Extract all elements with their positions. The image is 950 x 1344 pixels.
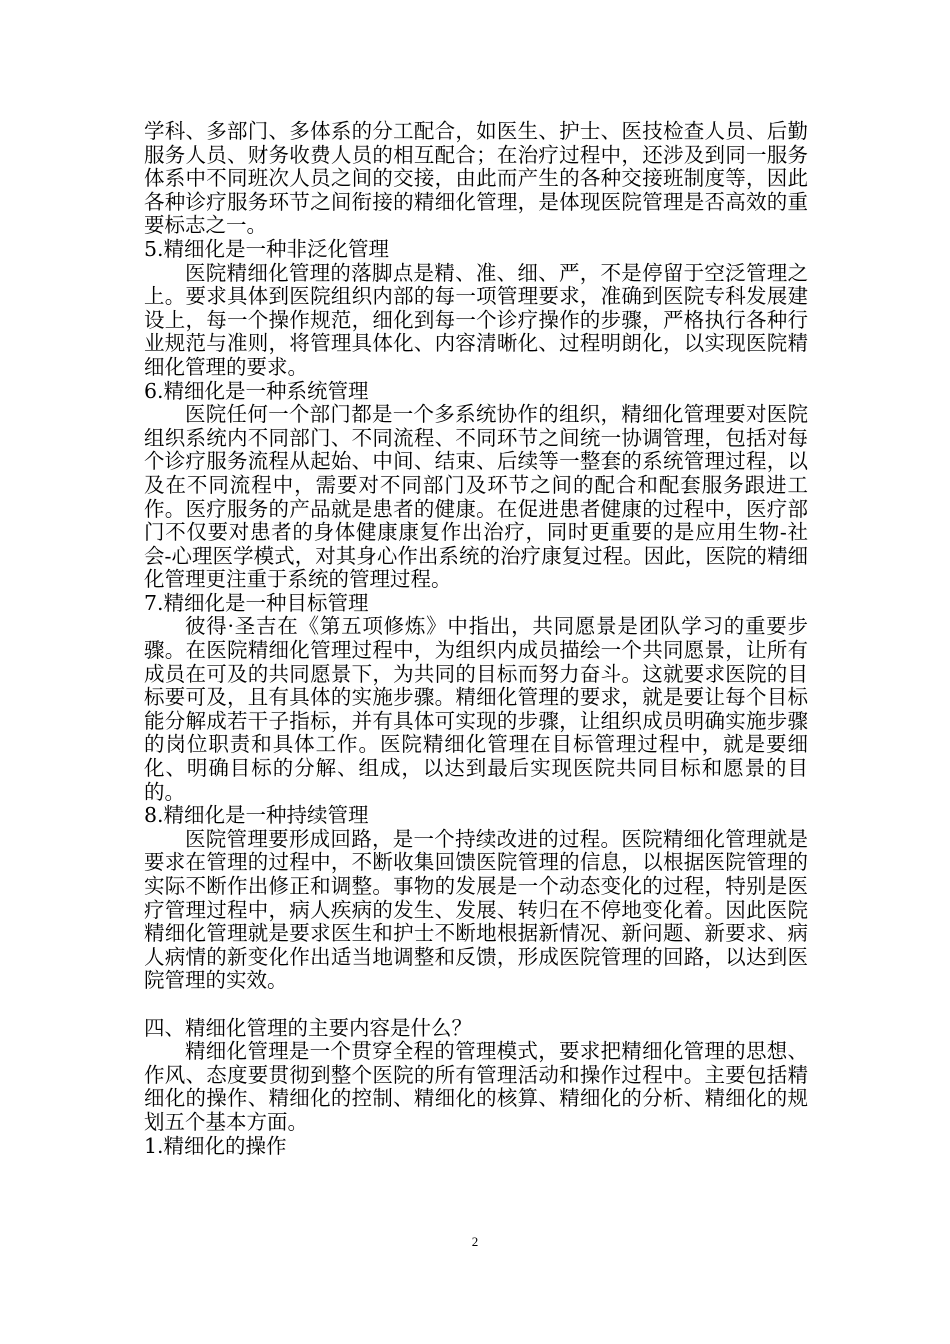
paragraph-main-content: 精细化管理是一个贯穿全程的管理模式，要求把精细化管理的思想、作风、态度要贯彻到整个医院的所有管理活动和操作过程中。主要包括精细化的操作、精细化的控制、精细化的核算、精细化的分析、精细化的规划五个基本方面。: [144, 1039, 808, 1134]
document-body: [144, 120, 808, 1158]
paragraph-continuous-management: 医院管理要形成回路，是一个持续改进的过程。医院精细化管理就是要求在管理的过程中，不断收集回馈医院管理的信息，以根据医院管理的实际不断作出修正和调整。事物的发展是一个动态变化的过程，特别是医疗管理过程中，病人疾病的发生、发展、转归在不停地变化着。因此医院精细化管理就是要求医生和护士不断地根据新情况、新问题、新要求、病人病情的新变化作出适当地调整和反馈，形成医院管理的回路，以达到医院管理的实效。: [144, 826, 808, 993]
section-heading-7: 7.精细化是一种目标管理: [144, 590, 369, 615]
blank-line: [144, 993, 808, 1017]
paragraph-non-generalized-management: 医院精细化管理的落脚点是精、准、细、严，不是停留于空泛管理之上。要求具体到医院组织内部的每一项管理要求，准确到医院专科发展建设上，每一个操作规范，细化到每一个诊疗操作的步骤，严格执行各种行业规范与准则，将管理具体化、内容清晰化、过程明朗化，以实现医院精细化管理的要求。: [144, 260, 808, 379]
section-heading-6: 6.精细化是一种系统管理: [144, 378, 369, 403]
chapter-heading-4: 四、精细化管理的主要内容是什么？: [144, 1015, 472, 1040]
paragraph-system-management: 医院任何一个部门都是一个多系统协作的组织，精细化管理要对医院组织系统内不同部门、不同流程、不同环节之间统一协调管理，包括对每个诊疗服务流程从起始、中间、结束、后续等一整套的系统管理过程，以及在不同流程中，需要对不同部门及环节之间的配合和配套服务跟进工作。医疗服务的产品就是患者的健康。在促进患者健康的过程中，医疗部门不仅要对患者的身体健康康复作出治疗，同时更重要的是应用生物-社会-心理医学模式，对其身心作出系统的治疗康复过程。因此，医院的精细化管理更注重于系统的管理过程。: [144, 402, 808, 592]
section-heading-5: 5.精细化是一种非泛化管理: [144, 236, 390, 261]
section-heading-8: 8.精细化是一种持续管理: [144, 803, 369, 828]
section-heading-operation: 1.精细化的操作: [144, 1133, 287, 1158]
paragraph-goal-management: 彼得·圣吉在《第五项修炼》中指出，共同愿景是团队学习的重要步骤。在医院精细化管理过程中，为组织内成员描绘一个共同愿景，让所有成员在可及的共同愿景下，为共同的目标而努力奋斗。这就要求医院的目标要可及，且有具体的实施步骤。精细化管理的要求，就是要让每个目标能分解成若干子指标，并有具体可实现的步骤，让组织成员明确实施步骤的岗位职责和具体工作。医院精细化管理在目标管理过程中，就是要细化、明确目标的分解、组成，以达到最后实现医院共同目标和愿景的目的。: [144, 614, 808, 804]
paragraph-continuation: 学科、多部门、多体系的分工配合，如医生、护士、医技检查人员、后勤服务人员、财务收费人员的相互配合；在治疗过程中，还涉及到同一服务体系中不同班次人员之间的交接，由此而产生的各种交接班制度等，因此各种诊疗服务环节之间衔接的精细化管理，是体现医院管理是否高效的重要标志之一。: [144, 119, 808, 238]
page-number: 2: [471, 1234, 479, 1249]
